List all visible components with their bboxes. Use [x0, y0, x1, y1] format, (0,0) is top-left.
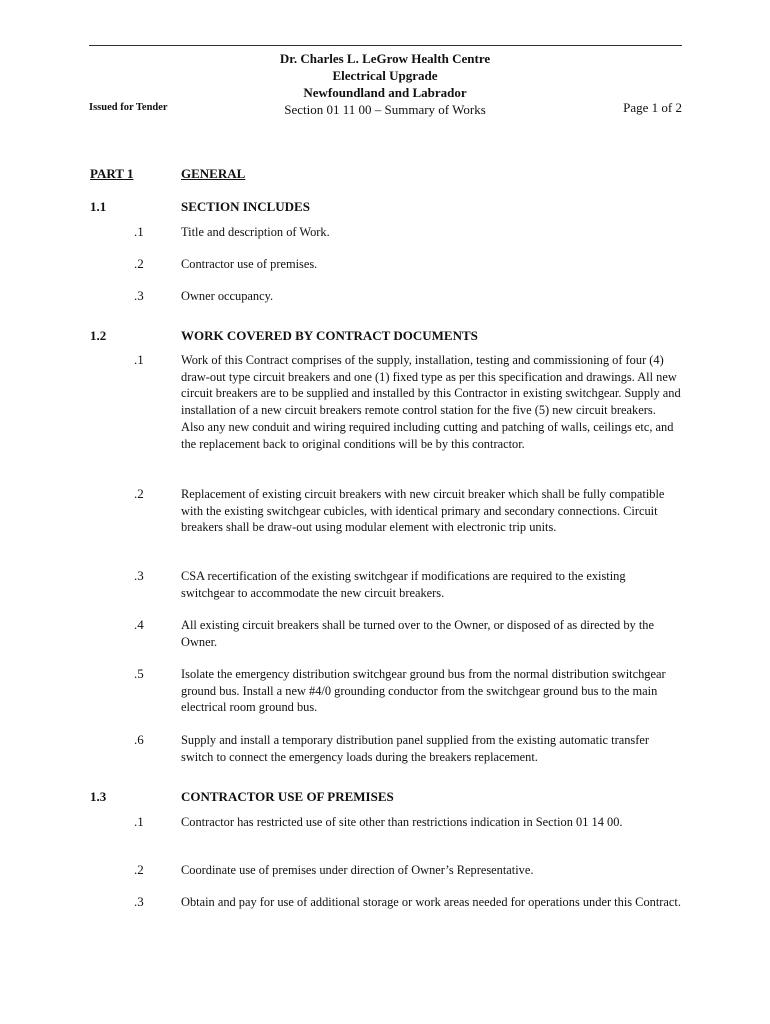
page-number: Page 1 of 2: [623, 100, 682, 115]
section-number: 1.1: [90, 199, 107, 214]
item-number: .6: [134, 732, 144, 747]
item-text: Title and description of Work.: [181, 225, 330, 239]
issued-status: Issued for Tender: [89, 102, 168, 113]
header-project-name: Dr. Charles L. LeGrow Health Centre: [279, 51, 491, 66]
item-number: .2: [134, 862, 144, 877]
item-number: .1: [134, 352, 144, 367]
item-number: .5: [134, 666, 144, 681]
header-location: Newfoundland and Labrador: [303, 85, 467, 100]
item-number: .1: [134, 814, 144, 829]
item-text: Contractor has restricted use of site other than restrictions indication in Section 01 14 00.: [181, 815, 623, 829]
section-title: WORK COVERED BY CONTRACT DOCUMENTS: [181, 328, 478, 343]
item-text: Obtain and pay for use of additional storage or work areas needed for operations under this Contract.: [181, 895, 681, 909]
item-text: Contractor use of premises.: [181, 257, 318, 271]
item-text: Work of this Contract comprises of the supply, installation, testing and commissioning of four (4) draw-out type circuit breakers and one (1) fixed type as per this specification and drawings. All new circuit breakers are to be supplied and installed by this Contractor in existing switchgear. Supply and installation of a new circuit breakers remote control station for the five (5) new circuit breakers. Also any new conduit and wiring required including cutting and patching of walls, ceilings etc, and the replacement back to original conditions will be by this contractor.: [181, 353, 681, 451]
item-number: .1: [134, 224, 144, 239]
header-section-title: Section 01 11 00 – Summary of Works: [284, 102, 486, 117]
header-project-subtitle: Electrical Upgrade: [332, 68, 438, 83]
part-title: GENERAL: [181, 166, 246, 181]
item-text: Coordinate use of premises under direction of Owner’s Representative.: [181, 863, 534, 877]
item-text: Isolate the emergency distribution switchgear ground bus from the normal distribution switchgear ground bus. Install a new #4/0 grounding conductor from the switchgear ground bus to the main electrical room ground bus.: [181, 667, 666, 715]
item-number: .3: [134, 568, 144, 583]
item-number: .3: [134, 288, 144, 303]
item-text: Replacement of existing circuit breakers with new circuit breaker which shall be fully compatible with the existing switchgear cubicles, with identical primary and secondary connections. Circuit breakers shall be draw-out using modular element with electronic trip units.: [181, 487, 665, 535]
header-title-block: [185, 50, 585, 118]
section-title: SECTION INCLUDES: [181, 199, 310, 214]
item-text: All existing circuit breakers shall be turned over to the Owner, or disposed of as directed by the Owner.: [181, 618, 654, 649]
part-number: PART 1: [90, 166, 134, 181]
header-rule: [89, 45, 682, 46]
section-number: 1.3: [90, 789, 107, 804]
section-number: 1.2: [90, 328, 107, 343]
item-text: Owner occupancy.: [181, 289, 274, 303]
item-text: Supply and install a temporary distribution panel supplied from the existing automatic transfer switch to connect the emergency loads during the breakers replacement.: [181, 733, 649, 764]
item-number: .2: [134, 256, 144, 271]
section-title: CONTRACTOR USE OF PREMISES: [181, 789, 394, 804]
item-number: .3: [134, 894, 144, 909]
item-text: CSA recertification of the existing switchgear if modifications are required to the existing switchgear to accommodate the new circuit breakers.: [181, 569, 626, 600]
item-number: .4: [134, 617, 144, 632]
item-number: .2: [134, 486, 144, 501]
